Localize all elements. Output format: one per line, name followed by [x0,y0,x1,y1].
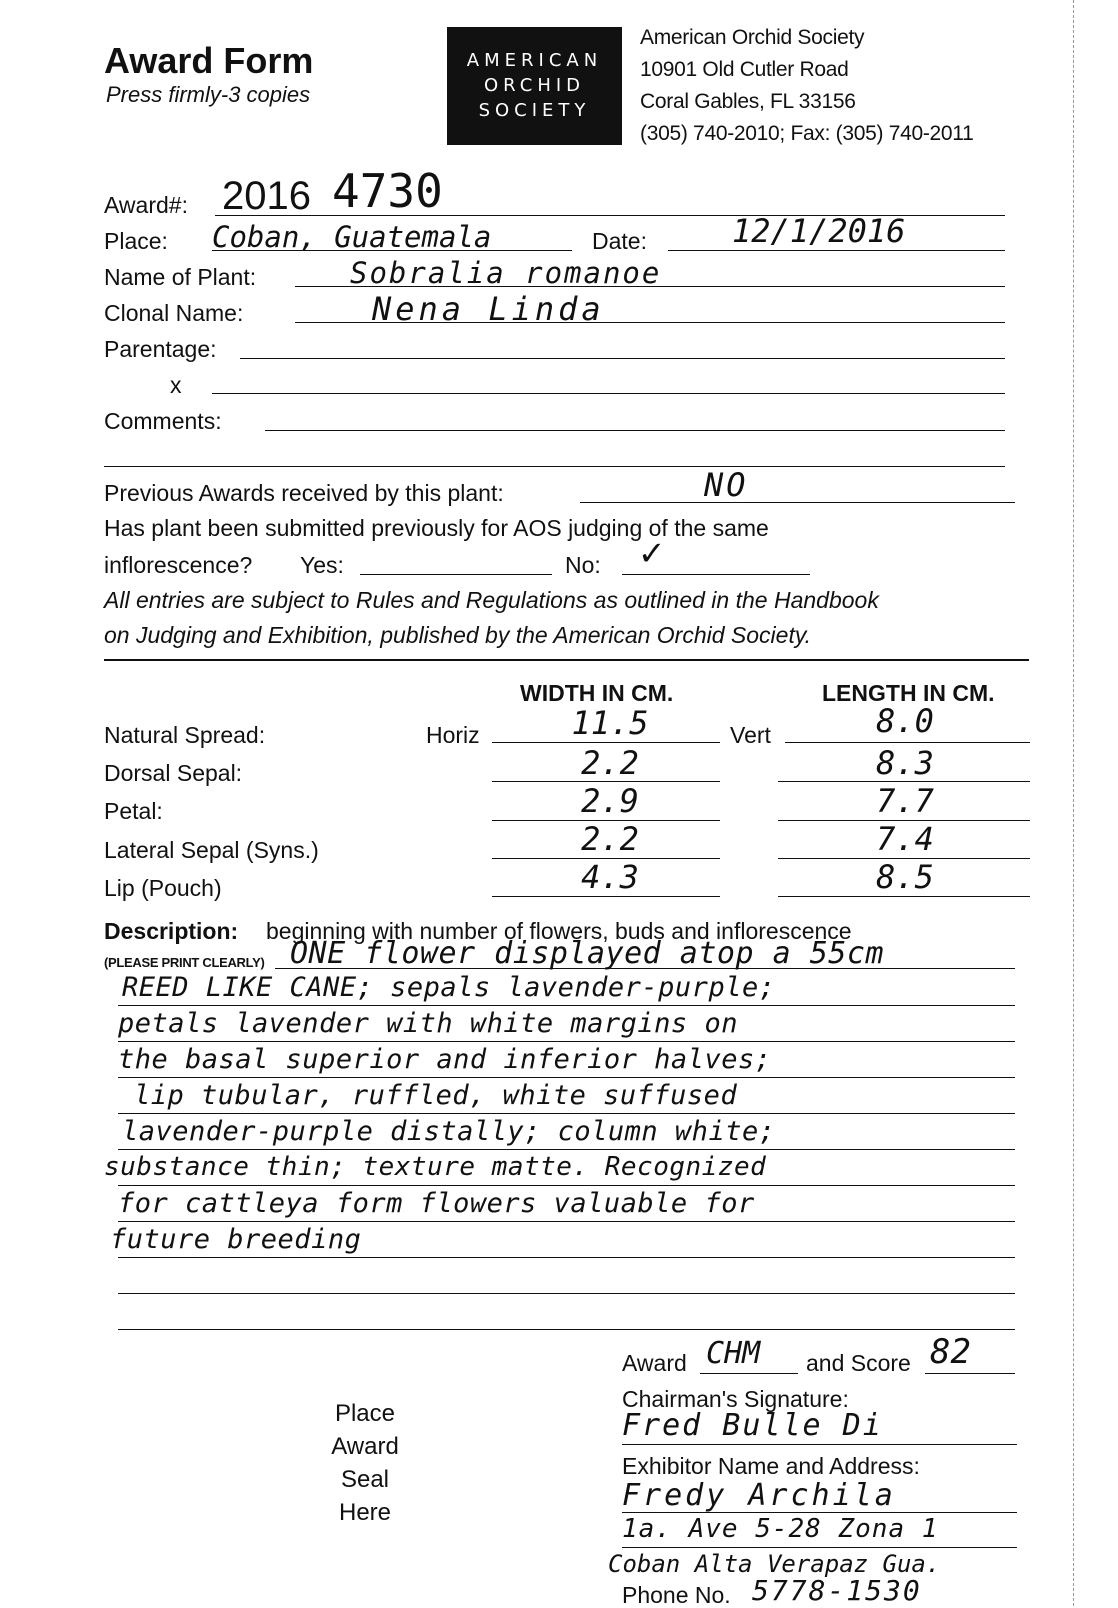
previous-awards-value: NO [704,466,749,504]
no-label: No: [565,552,601,578]
address-line-2: 10901 Old Cutler Road [640,58,849,81]
petal-label: Petal: [104,798,163,824]
aos-logo [447,27,622,145]
seal-line-1: Place [334,1400,396,1427]
address-line-4: (305) 740-2010; Fax: (305) 740-2011 [640,122,974,145]
chairman-signature-label: Chairman's Signature: [622,1386,849,1412]
cross-line [212,393,1005,394]
score-label: and Score [806,1350,911,1376]
rules-line-1: All entries are subject to Rules and Regulations as outlined in the Handbook [104,587,879,613]
exhibitor-address-1: 1a. Ave 5-28 Zona 1 [622,1514,939,1544]
description-line-9: future breeding [110,1224,362,1255]
lateral-sepal-width: 2.2 [581,820,639,858]
page-edge-divider [1073,0,1074,1606]
description-rule-6 [118,1149,1015,1150]
score-value: 82 [930,1332,971,1372]
plant-name-label: Name of Plant: [104,264,257,290]
lateral-sepal-length: 7.4 [876,820,934,858]
dorsal-sepal-length: 8.3 [876,744,934,782]
description-rule-5 [118,1113,1015,1114]
no-checkmark: ✓ [640,530,663,574]
natural-spread-label: Natural Spread: [104,722,266,748]
dorsal-sepal-label: Dorsal Sepal: [104,760,243,786]
description-line-4: the basal superior and inferior halves; [118,1044,772,1075]
width-header: WIDTH IN CM. [520,680,674,706]
award-number-prefix: 2016 [222,174,311,218]
logo-line-2: ORCHID [483,75,586,96]
natural-spread-width-line [492,742,720,743]
description-line-6: lavender-purple distally; column white; [122,1116,776,1147]
plant-name-line [295,286,1005,287]
address-line-1: American Orchid Society [640,26,865,49]
description-rule-11 [118,1329,1015,1330]
description-rule-7 [118,1185,1015,1186]
natural-spread-width: 11.5 [571,704,649,742]
lip-length-line [778,896,1030,897]
description-rule-9 [118,1257,1015,1258]
award-line [700,1373,798,1374]
form-title: Award Form [104,40,314,81]
description-rule-4 [118,1077,1015,1078]
description-line-7: substance thin; texture matte. Recognized [104,1152,767,1182]
rules-line-2: on Judging and Exhibition, published by the American Orchid Society. [104,622,812,648]
exhibitor-line-1 [622,1512,1017,1513]
print-clearly-note: (PLEASE PRINT CLEARLY) [104,955,265,970]
lip-width: 4.3 [581,858,639,896]
petal-length: 7.7 [876,782,934,820]
no-line [622,574,810,575]
description-rule-1 [275,968,1015,969]
previous-awards-line [580,502,1015,503]
natural-spread-length: 8.0 [876,702,934,740]
description-rule-3 [118,1041,1015,1042]
clonal-name-line [295,322,1005,323]
date-label: Date: [592,228,647,254]
description-line-2: REED LIKE CANE; sepals lavender-purple; [122,972,776,1003]
logo-line-1: AMERICAN [466,50,603,71]
chairman-signature: Fred Bulle Di [622,1408,883,1443]
exhibitor-label: Exhibitor Name and Address: [622,1453,920,1479]
place-line [212,250,572,251]
award-value: CHM [706,1336,761,1371]
exhibitor-name: Fredy Archila [622,1478,896,1513]
exhibitor-line-2 [622,1547,1017,1548]
length-header: LENGTH IN CM. [822,680,995,706]
horiz-label: Horiz [426,722,480,748]
score-line [925,1373,1015,1374]
clonal-name-value: Nena Linda [372,290,605,328]
description-rule-10 [118,1293,1015,1294]
yes-label: Yes: [300,552,344,578]
vert-label: Vert [730,722,771,748]
submitted-question-line-2: inflorescence? [104,552,253,578]
section-divider [104,659,1029,661]
plant-name-value: Sobralia romanoe [350,256,662,290]
yes-line [360,574,552,575]
clonal-name-label: Clonal Name: [104,300,244,326]
exhibitor-address-2: Coban Alta Verapaz Gua. [608,1550,941,1578]
award-label: Award [622,1350,687,1376]
cross-label: x [170,372,182,398]
description-instructions: beginning with number of flowers, buds and inflorescence [266,918,852,944]
parentage-line [240,358,1005,359]
petal-width: 2.9 [581,782,639,820]
award-number-value: 4730 [332,164,443,218]
lip-label: Lip (Pouch) [104,875,222,901]
comments-line-2 [104,466,1005,467]
description-line-3: petals lavender with white margins on [118,1008,738,1039]
natural-spread-length-line [785,742,1030,743]
logo-line-3: SOCIETY [478,100,591,121]
phone-label: Phone No. [622,1582,731,1608]
place-label: Place: [104,228,168,254]
comments-label: Comments: [104,408,222,434]
lip-length: 8.5 [876,858,934,896]
description-line-8: for cattleya form flowers valuable for [118,1188,755,1219]
dorsal-sepal-width: 2.2 [581,744,639,782]
award-number-label: Award#: [104,192,188,218]
phone-value: 5778-1530 [752,1574,922,1607]
previous-awards-label: Previous Awards received by this plant: [104,480,504,506]
place-value: Coban, Guatemala [212,220,492,254]
lateral-sepal-label: Lateral Sepal (Syns.) [104,837,319,863]
description-label: Description: [104,918,239,944]
date-value: 12/1/2016 [732,212,906,250]
seal-line-4: Here [338,1499,392,1526]
date-line [668,250,1005,251]
seal-line-2: Award [331,1433,399,1460]
description-line-5: lip tubular, ruffled, white suffused [134,1080,738,1111]
seal-line-3: Seal [340,1466,390,1493]
chairman-signature-line [622,1444,1017,1445]
submitted-question-line-1: Has plant been submitted previously for AOS judging of the same [104,515,769,541]
address-line-3: Coral Gables, FL 33156 [640,90,856,113]
description-line-1: ONE flower displayed atop a 55cm [290,936,884,971]
comments-line-1 [265,430,1005,431]
description-rule-8 [118,1221,1015,1222]
parentage-label: Parentage: [104,336,217,362]
lip-width-line [492,896,720,897]
form-subtitle: Press firmly-3 copies [106,82,311,107]
description-rule-2 [118,1005,1015,1006]
